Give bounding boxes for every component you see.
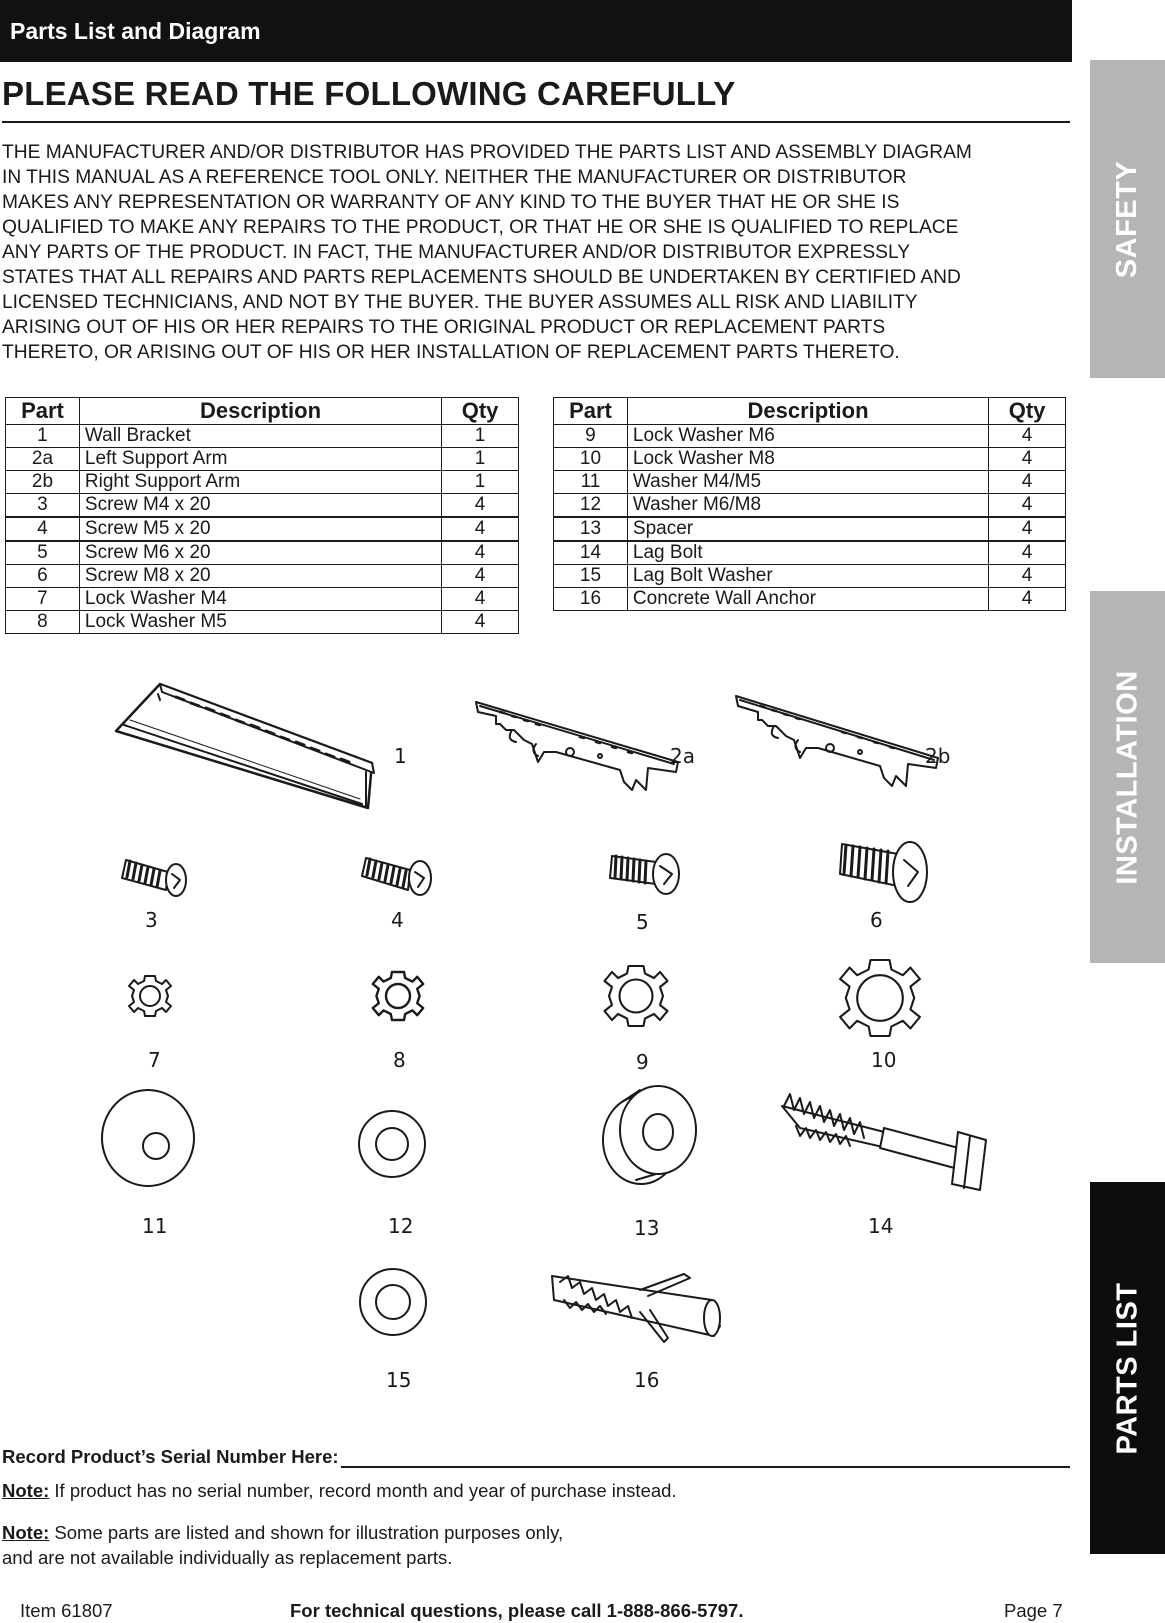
cell-part: 9 <box>554 425 628 448</box>
spacer-illustration <box>603 1086 696 1184</box>
cell-part: 16 <box>554 588 628 611</box>
cell-qty: 1 <box>442 425 519 448</box>
tab-safety-label: SAFETY <box>1111 160 1144 278</box>
disclaimer-line: QUALIFIED TO MAKE ANY REPAIRS TO THE PRODUCT, OR THAT HE OR SHE IS QUALIFIED TO REPLACE <box>2 217 959 238</box>
cell-description: Screw M5 x 20 <box>79 517 441 541</box>
part-label-9: 9 <box>636 1050 649 1074</box>
screw-m4-illustration <box>122 860 186 896</box>
part-label-10: 10 <box>871 1048 897 1072</box>
cell-part: 2a <box>6 448 80 471</box>
screw-m5-illustration <box>362 858 431 895</box>
cell-qty: 4 <box>442 494 519 518</box>
cell-qty: 4 <box>442 565 519 588</box>
cell-qty: 4 <box>442 611 519 634</box>
table-row <box>554 494 1066 518</box>
tab-safety[interactable] <box>1090 60 1165 378</box>
table-row <box>6 494 519 518</box>
cell-part: 14 <box>554 541 628 565</box>
cell-qty: 1 <box>442 448 519 471</box>
page-title: PLEASE READ THE FOLLOWING CAREFULLY <box>2 75 1070 123</box>
table-row <box>6 517 519 541</box>
screw-m8-illustration <box>840 842 927 902</box>
lock-washer-m5-illustration <box>373 972 423 1020</box>
cell-description: Screw M8 x 20 <box>79 565 441 588</box>
table-row <box>554 541 1066 565</box>
disclaimer-line: LICENSED TECHNICIANS, AND NOT BY THE BUYER. THE BUYER ASSUMES ALL RISK AND LIABILITY <box>2 292 918 313</box>
footer-item-number: Item 61807 <box>20 1600 113 1621</box>
part-label-16: 16 <box>634 1368 660 1392</box>
cell-part: 12 <box>554 494 628 518</box>
cell-description: Right Support Arm <box>79 471 441 494</box>
table-header-row <box>6 398 519 425</box>
tab-installation[interactable] <box>1090 591 1165 963</box>
cell-part: 7 <box>6 588 80 611</box>
parts-table-right <box>553 397 1066 611</box>
cell-description: Washer M6/M8 <box>627 494 988 518</box>
note-serial <box>2 1478 677 1503</box>
disclaimer-line: ARISING OUT OF HIS OR HER REPAIRS TO THE ORIGINAL PRODUCT OR REPLACEMENT PARTS <box>2 317 886 338</box>
washer-m4-m5-illustration <box>102 1090 194 1186</box>
cell-description: Screw M6 x 20 <box>79 541 441 565</box>
table-row <box>554 448 1066 471</box>
disclaimer-line: STATES THAT ALL REPAIRS AND PARTS REPLACEMENTS SHOULD BE UNDERTAKEN BY CERTIFIED AND <box>2 267 961 288</box>
disclaimer-line: ANY PARTS OF THE PRODUCT. IN FACT, THE MANUFACTURER AND/OR DISTRIBUTOR EXPRESSLY <box>2 242 910 263</box>
serial-number-field[interactable] <box>2 1446 1070 1468</box>
table-row <box>6 471 519 494</box>
cell-qty: 4 <box>989 588 1066 611</box>
part-label-12: 12 <box>388 1214 414 1238</box>
cell-part: 1 <box>6 425 80 448</box>
cell-part: 2b <box>6 471 80 494</box>
table-row <box>6 611 519 634</box>
serial-number-label: Record Product’s Serial Number Here: <box>2 1446 339 1467</box>
column-header-qty: Qty <box>989 398 1066 425</box>
footer-contact: For technical questions, please call 1-888-866-5797. <box>290 1600 744 1621</box>
disclaimer-text <box>2 140 1072 365</box>
table-row <box>554 517 1066 541</box>
cell-qty: 4 <box>442 541 519 565</box>
disclaimer-line: IN THIS MANUAL AS A REFERENCE TOOL ONLY. NEITHER THE MANUFACTURER OR DISTRIBUTOR <box>2 167 907 188</box>
parts-diagram <box>0 660 1080 1400</box>
cell-qty: 4 <box>442 517 519 541</box>
tab-parts-list-label: PARTS LIST <box>1111 1281 1144 1455</box>
table-row <box>6 588 519 611</box>
note-text: If product has no serial number, record month and year of purchase instead. <box>49 1480 677 1501</box>
cell-qty: 4 <box>989 565 1066 588</box>
note-label: Note: <box>2 1480 50 1501</box>
lock-washer-m6-illustration <box>605 966 668 1026</box>
part-label-7: 7 <box>148 1048 161 1072</box>
cell-description: Lag Bolt Washer <box>627 565 988 588</box>
lock-washer-m4-illustration <box>129 976 171 1016</box>
cell-description: Lock Washer M6 <box>627 425 988 448</box>
section-header: Parts List and Diagram <box>0 0 1072 62</box>
cell-description: Concrete Wall Anchor <box>627 588 988 611</box>
cell-qty: 4 <box>989 471 1066 494</box>
cell-description: Lock Washer M8 <box>627 448 988 471</box>
cell-part: 8 <box>6 611 80 634</box>
cell-qty: 1 <box>442 471 519 494</box>
cell-description: Screw M4 x 20 <box>79 494 441 518</box>
disclaimer-line: MAKES ANY REPRESENTATION OR WARRANTY OF ANY KIND TO THE BUYER THAT HE OR SHE IS <box>2 192 900 213</box>
column-header-part: Part <box>6 398 80 425</box>
cell-description: Lock Washer M5 <box>79 611 441 634</box>
table-row <box>554 471 1066 494</box>
table-header-row <box>554 398 1066 425</box>
screw-m6-illustration <box>610 854 679 894</box>
cell-qty: 4 <box>989 494 1066 518</box>
cell-part: 3 <box>6 494 80 518</box>
cell-description: Lag Bolt <box>627 541 988 565</box>
cell-part: 10 <box>554 448 628 471</box>
serial-number-blank[interactable] <box>341 1448 1070 1468</box>
column-header-description: Description <box>79 398 441 425</box>
table-row <box>554 425 1066 448</box>
footer-page-number: Page 7 <box>1004 1600 1063 1621</box>
cell-part: 13 <box>554 517 628 541</box>
part-label-14: 14 <box>868 1214 894 1238</box>
cell-qty: 4 <box>989 541 1066 565</box>
disclaimer-line: THERETO, OR ARISING OUT OF HIS OR HER INSTALLATION OF REPLACEMENT PARTS THERETO. <box>2 342 900 363</box>
part-label-15: 15 <box>386 1368 412 1392</box>
cell-description: Washer M4/M5 <box>627 471 988 494</box>
tab-parts-list[interactable] <box>1090 1182 1165 1554</box>
cell-description: Lock Washer M4 <box>79 588 441 611</box>
cell-part: 5 <box>6 541 80 565</box>
tab-installation-label: INSTALLATION <box>1111 669 1144 885</box>
cell-description: Wall Bracket <box>79 425 441 448</box>
part-label-6: 6 <box>870 908 883 932</box>
table-row <box>6 448 519 471</box>
cell-qty: 4 <box>989 425 1066 448</box>
cell-description: Spacer <box>627 517 988 541</box>
left-support-arm-illustration <box>476 702 678 790</box>
lag-bolt-illustration <box>782 1094 986 1190</box>
cell-part: 6 <box>6 565 80 588</box>
right-support-arm-illustration <box>736 696 938 786</box>
note-text: Some parts are listed and shown for illustration purposes only, <box>49 1522 564 1543</box>
cell-description: Left Support Arm <box>79 448 441 471</box>
part-label-2b: 2b <box>925 744 951 768</box>
cell-qty: 4 <box>442 588 519 611</box>
cell-part: 11 <box>554 471 628 494</box>
disclaimer-line: THE MANUFACTURER AND/OR DISTRIBUTOR HAS PROVIDED THE PARTS LIST AND ASSEMBLY DIAGRAM <box>2 142 972 163</box>
part-label-13: 13 <box>634 1216 660 1240</box>
table-row <box>6 425 519 448</box>
washer-m6-m8-illustration <box>359 1111 425 1177</box>
cell-qty: 4 <box>989 448 1066 471</box>
part-label-3: 3 <box>145 908 158 932</box>
column-header-part: Part <box>554 398 628 425</box>
part-label-2a: 2a <box>670 744 695 768</box>
note-text-line2: and are not available individually as replacement parts. <box>2 1547 453 1568</box>
cell-part: 15 <box>554 565 628 588</box>
lag-bolt-washer-illustration <box>360 1269 426 1335</box>
column-header-description: Description <box>627 398 988 425</box>
note-illustration <box>2 1520 563 1570</box>
wall-bracket-illustration <box>116 684 374 808</box>
column-header-qty: Qty <box>442 398 519 425</box>
parts-table-left <box>5 397 519 634</box>
part-label-1: 1 <box>394 744 407 768</box>
part-label-8: 8 <box>393 1048 406 1072</box>
table-row <box>554 565 1066 588</box>
table-row <box>6 541 519 565</box>
table-row <box>554 588 1066 611</box>
table-row <box>6 565 519 588</box>
part-label-4: 4 <box>391 908 404 932</box>
concrete-wall-anchor-illustration <box>552 1274 720 1342</box>
part-label-11: 11 <box>142 1214 168 1238</box>
cell-qty: 4 <box>989 517 1066 541</box>
part-label-5: 5 <box>636 910 649 934</box>
note-label: Note: <box>2 1522 50 1543</box>
lock-washer-m8-illustration <box>840 960 920 1036</box>
cell-part: 4 <box>6 517 80 541</box>
